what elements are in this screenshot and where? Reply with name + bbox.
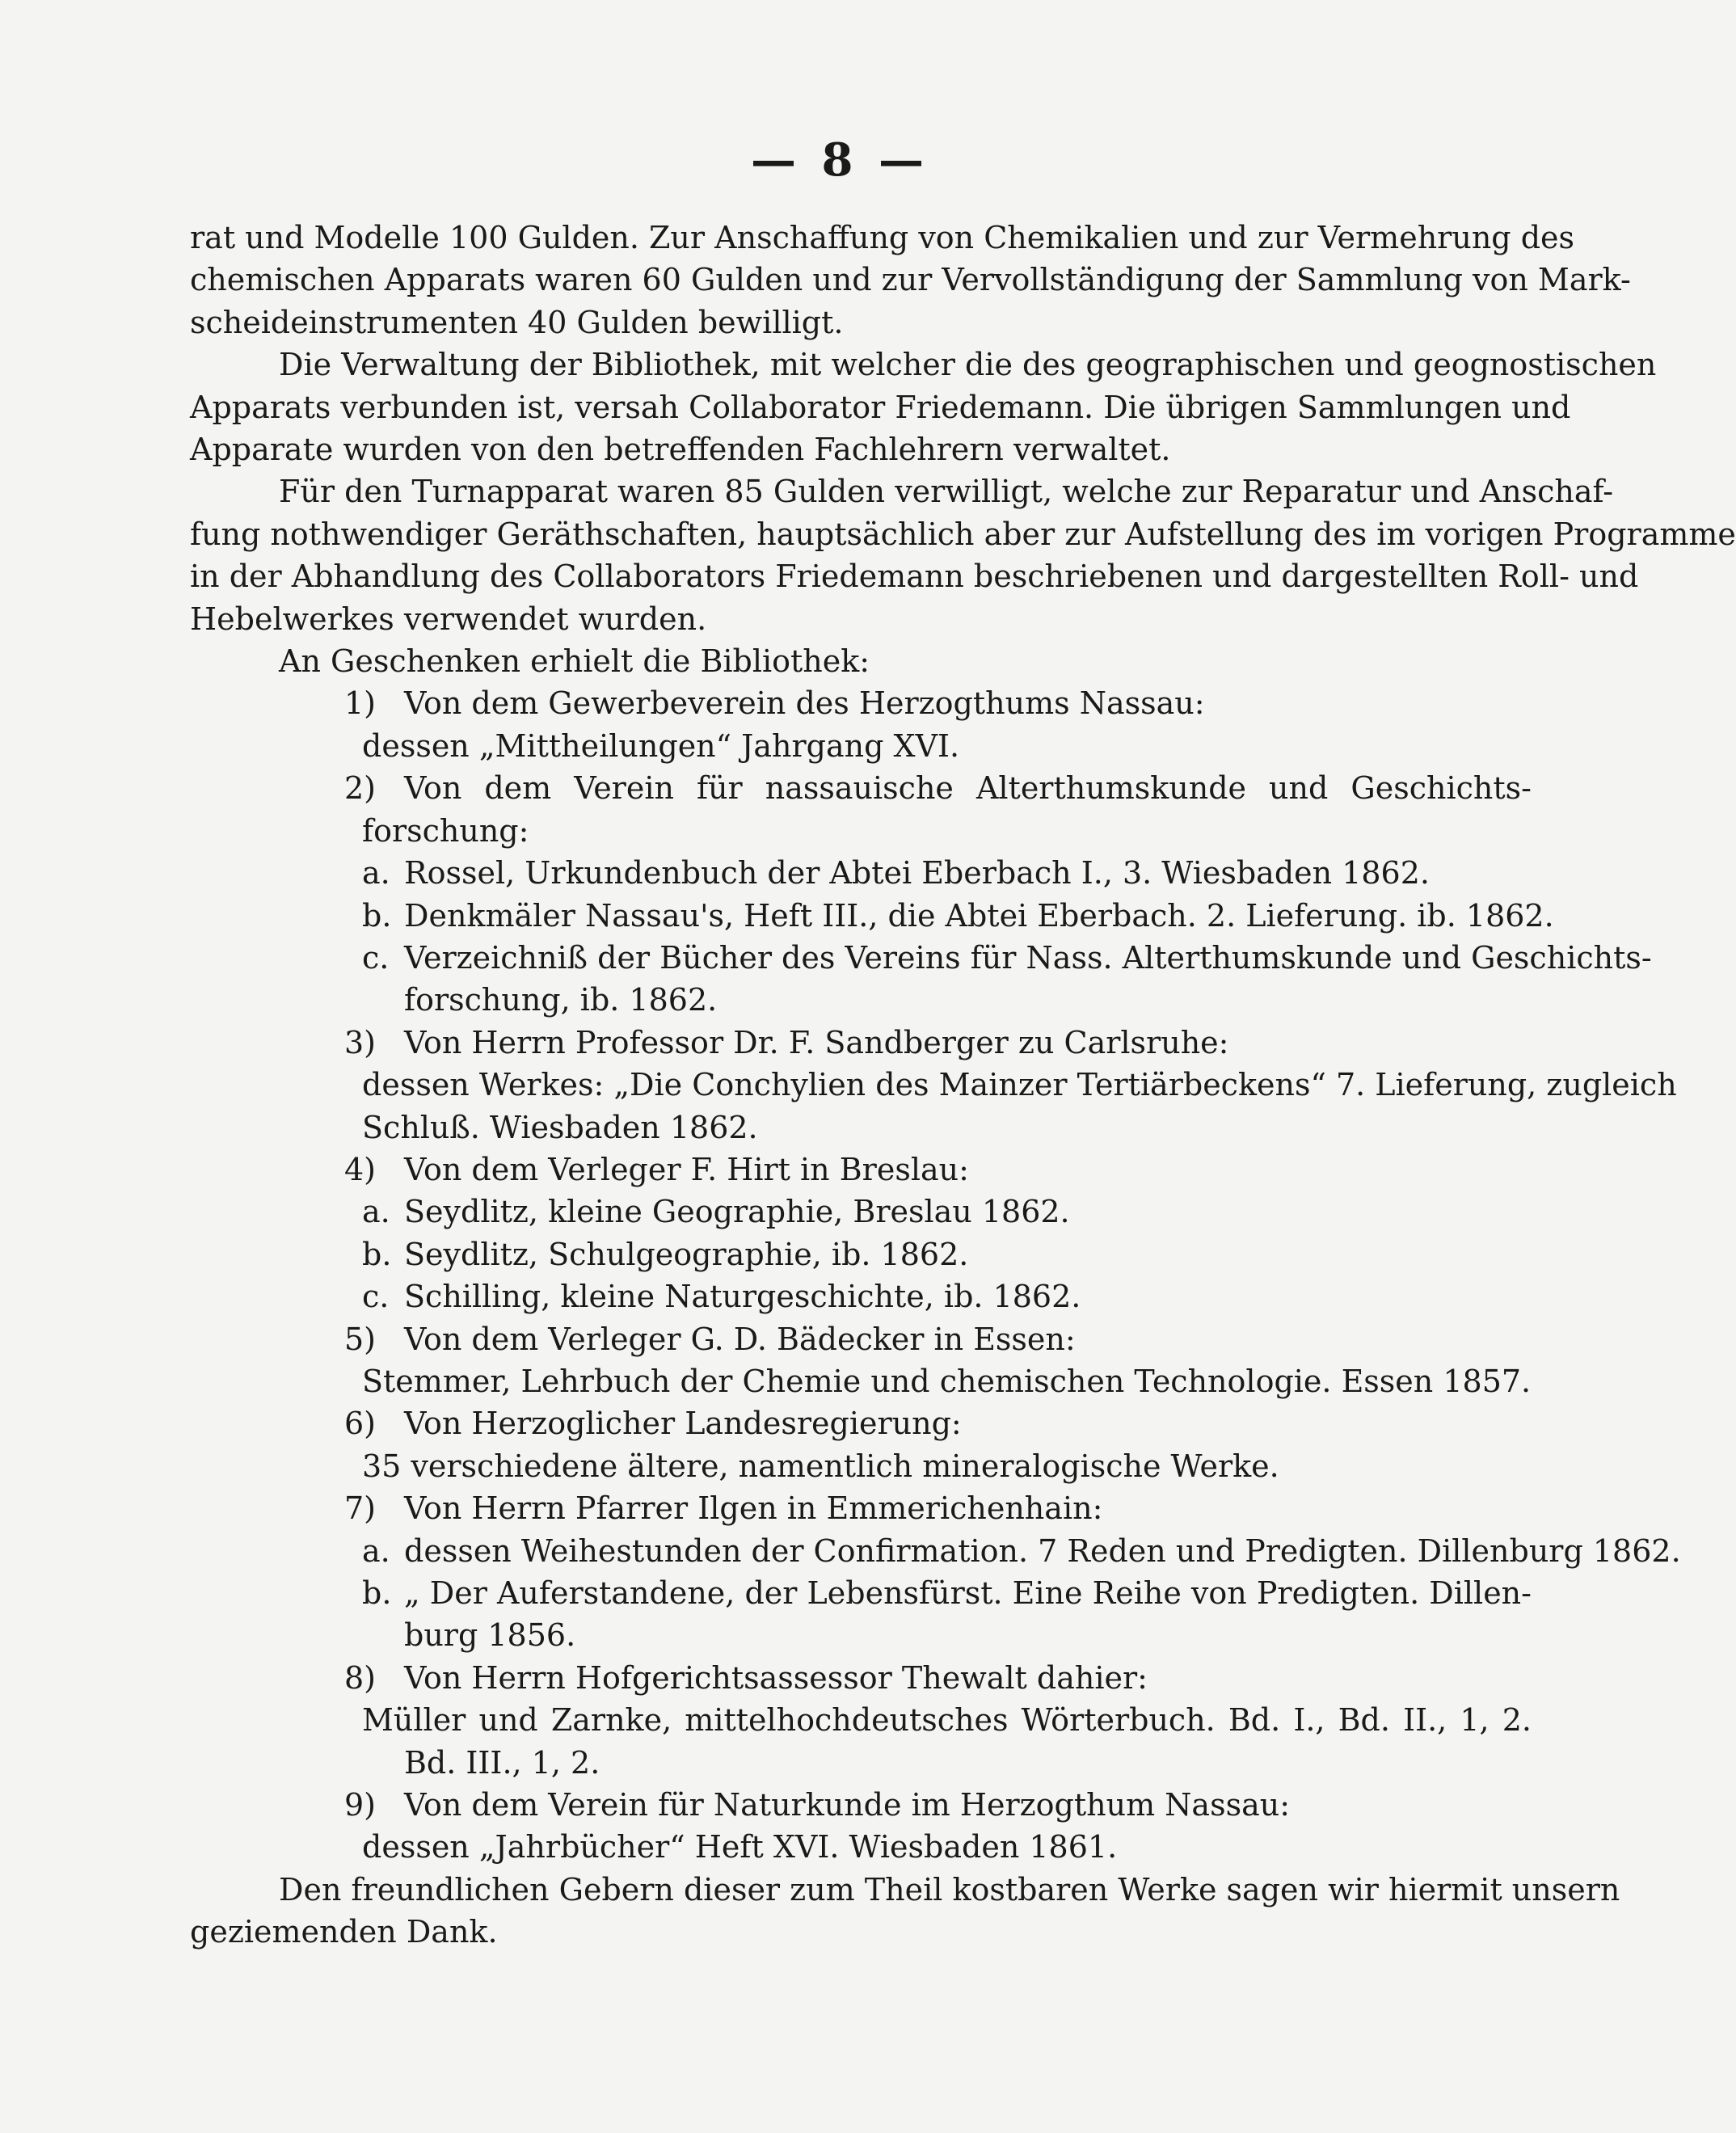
sub-item-text: Denkmäler Nassau's, Heft III., die Abtei Eberbach. 2. Lieferung. ib. 1862. [404,897,1554,934]
text-line [362,1275,1532,1317]
text-line: Die Verwaltung der Bibliothek, mit welcher die des geographischen und geognostischen [279,347,1657,383]
text-line [362,852,1532,894]
list-item [190,1784,1532,1869]
paragraph-closing-thanks [190,1869,1620,1954]
text-line: Für den Turnapparat waren 85 Gulden verwilligt, welche zur Reparatur und Anschaf- [279,474,1614,510]
text-line: burg 1856. [404,1617,576,1654]
item-number: 1) [344,685,377,722]
item-number: 2) [344,770,377,807]
item-text: Von dem Verein für Naturkunde im Herzogthum Nassau: [404,1787,1291,1823]
text-line [344,1784,1532,1826]
item-number: 9) [344,1787,377,1823]
item-text: Von dem Verleger F. Hirt in Breslau: [404,1151,969,1187]
paragraph-collections-budget [190,217,1631,344]
list-item [190,1657,1532,1784]
text-line: Müller und Zarnke, mittelhochdeutsches Wörterbuch. Bd. I., Bd. II., 1, 2. [362,1702,1532,1739]
text-line: Bd. III., 1, 2. [404,1744,600,1781]
text-line [362,1530,1681,1572]
text-line [362,1191,1532,1233]
sub-item-text: „ Der Auferstandene, der Lebensfürst. Eine Reihe von Predigten. Dillen- [404,1575,1532,1611]
text-line: Apparats verbunden ist, versah Collaborator Friedemann. Die übrigen Sammlungen und [190,389,1571,425]
sub-item-text: Seydlitz, kleine Geographie, Breslau 1862. [404,1194,1070,1230]
text-line: forschung, ib. 1862. [404,982,718,1018]
list-item [190,1487,1681,1657]
text-line [344,1657,1532,1699]
text-line [344,1402,1532,1444]
sub-item-text: Rossel, Urkundenbuch der Abtei Eberbach I., 3. Wiesbaden 1862. [404,855,1430,892]
item-number: 6) [344,1406,377,1442]
list-item [190,1318,1532,1403]
sub-item-letter: b. [362,1236,392,1272]
page-number: — 8 — [751,133,929,187]
page-body [190,217,1736,1954]
text-line: fung nothwendiger Geräthschaften, hauptsächlich aber zur Aufstellung des im vorigen Programme [190,516,1736,552]
list-item [190,767,1652,1021]
gifts-list [190,682,1681,1868]
text-line: 35 verschiedene ältere, namentlich mineralogische Werke. [362,1448,1279,1484]
sub-item-text: Verzeichniß der Bücher des Vereins für Nass. Alterthumskunde und Geschichts- [404,939,1652,976]
text-line: An Geschenken erhielt die Bibliothek: [279,643,870,680]
sub-item-letter: c. [362,939,390,976]
text-line [344,682,1532,724]
item-number: 8) [344,1659,377,1696]
list-item [190,1022,1677,1149]
text-line [344,1487,1532,1529]
text-line: Apparate wurden von den betreffenden Fachlehrern verwaltet. [190,432,1171,468]
item-text: Von dem Verleger G. D. Bädecker in Essen: [404,1321,1076,1357]
text-line: dessen „Mittheilungen“ Jahrgang XVI. [362,727,960,764]
text-line: rat und Modelle 100 Gulden. Zur Anschaffung von Chemikalien und zur Vermehrung des [190,220,1575,255]
text-line: Schluß. Wiesbaden 1862. [362,1109,758,1145]
text-line: Hebelwerkes verwendet wurden. [190,601,707,637]
text-line: Den freundlichen Gebern dieser zum Theil kostbaren Werke sagen wir hiermit unsern [279,1871,1620,1907]
paragraph-gifts-intro [190,640,1532,682]
sub-item-letter: b. [362,897,392,934]
text-line: scheideinstrumenten 40 Gulden bewilligt. [190,304,844,340]
text-line: Stemmer, Lehrbuch der Chemie und chemischen Technologie. Essen 1857. [362,1363,1532,1399]
item-number: 3) [344,1024,377,1060]
text-line [344,1149,1532,1191]
sub-item-letter: b. [362,1575,392,1611]
item-text: Von Herrn Professor Dr. F. Sandberger zu Carlsruhe: [404,1024,1229,1060]
text-line: dessen „Jahrbücher“ Heft XVI. Wiesbaden 1861. [362,1829,1118,1865]
item-number: 7) [344,1490,377,1527]
text-line [344,1318,1532,1360]
paragraph-gymnastics-apparatus [190,470,1736,640]
text-line [344,767,1532,809]
item-number: 4) [344,1151,377,1187]
item-text: Von Herrn Pfarrer Ilgen in Emmerichenhain: [404,1490,1103,1527]
item-text: Von Herzoglicher Landesregierung: [404,1406,962,1442]
list-item [190,682,1532,767]
text-line [362,1233,1532,1275]
sub-item-text: Seydlitz, Schulgeographie, ib. 1862. [404,1236,969,1272]
list-item [190,1149,1532,1318]
text-line: in der Abhandlung des Collaborators Friedemann beschriebenen und dargestellten Roll- und [190,559,1639,595]
item-text: Von Herrn Hofgerichtsassessor Thewalt dahier: [404,1659,1148,1696]
item-text: Von dem Verein für nassauische Alterthumskunde und Geschichts- [404,770,1532,807]
sub-item-letter: a. [362,1532,390,1569]
sub-item-text: dessen Weihestunden der Confirmation. 7 Reden und Predigten. Dillenburg 1862. [404,1532,1681,1569]
text-line [362,895,1554,937]
text-line [362,937,1652,979]
item-text: Von dem Gewerbeverein des Herzogthums Nassau: [404,685,1205,722]
text-line: dessen Werkes: „Die Conchylien des Mainzer Tertiärbeckens“ 7. Lieferung, zugleich [362,1067,1677,1103]
text-line: forschung: [362,812,529,849]
text-line [362,1572,1532,1614]
paragraph-library-administration [190,344,1657,470]
sub-item-text: Schilling, kleine Naturgeschichte, ib. 1862. [404,1279,1081,1315]
sub-item-letter: a. [362,1194,390,1230]
text-line: geziemenden Dank. [190,1914,498,1950]
sub-item-letter: a. [362,855,390,892]
sub-item-letter: c. [362,1279,390,1315]
list-item [190,1402,1532,1487]
text-line [344,1022,1532,1064]
text-line: chemischen Apparats waren 60 Gulden und zur Vervollständigung der Sammlung von Mark- [190,262,1631,298]
item-number: 5) [344,1321,377,1357]
